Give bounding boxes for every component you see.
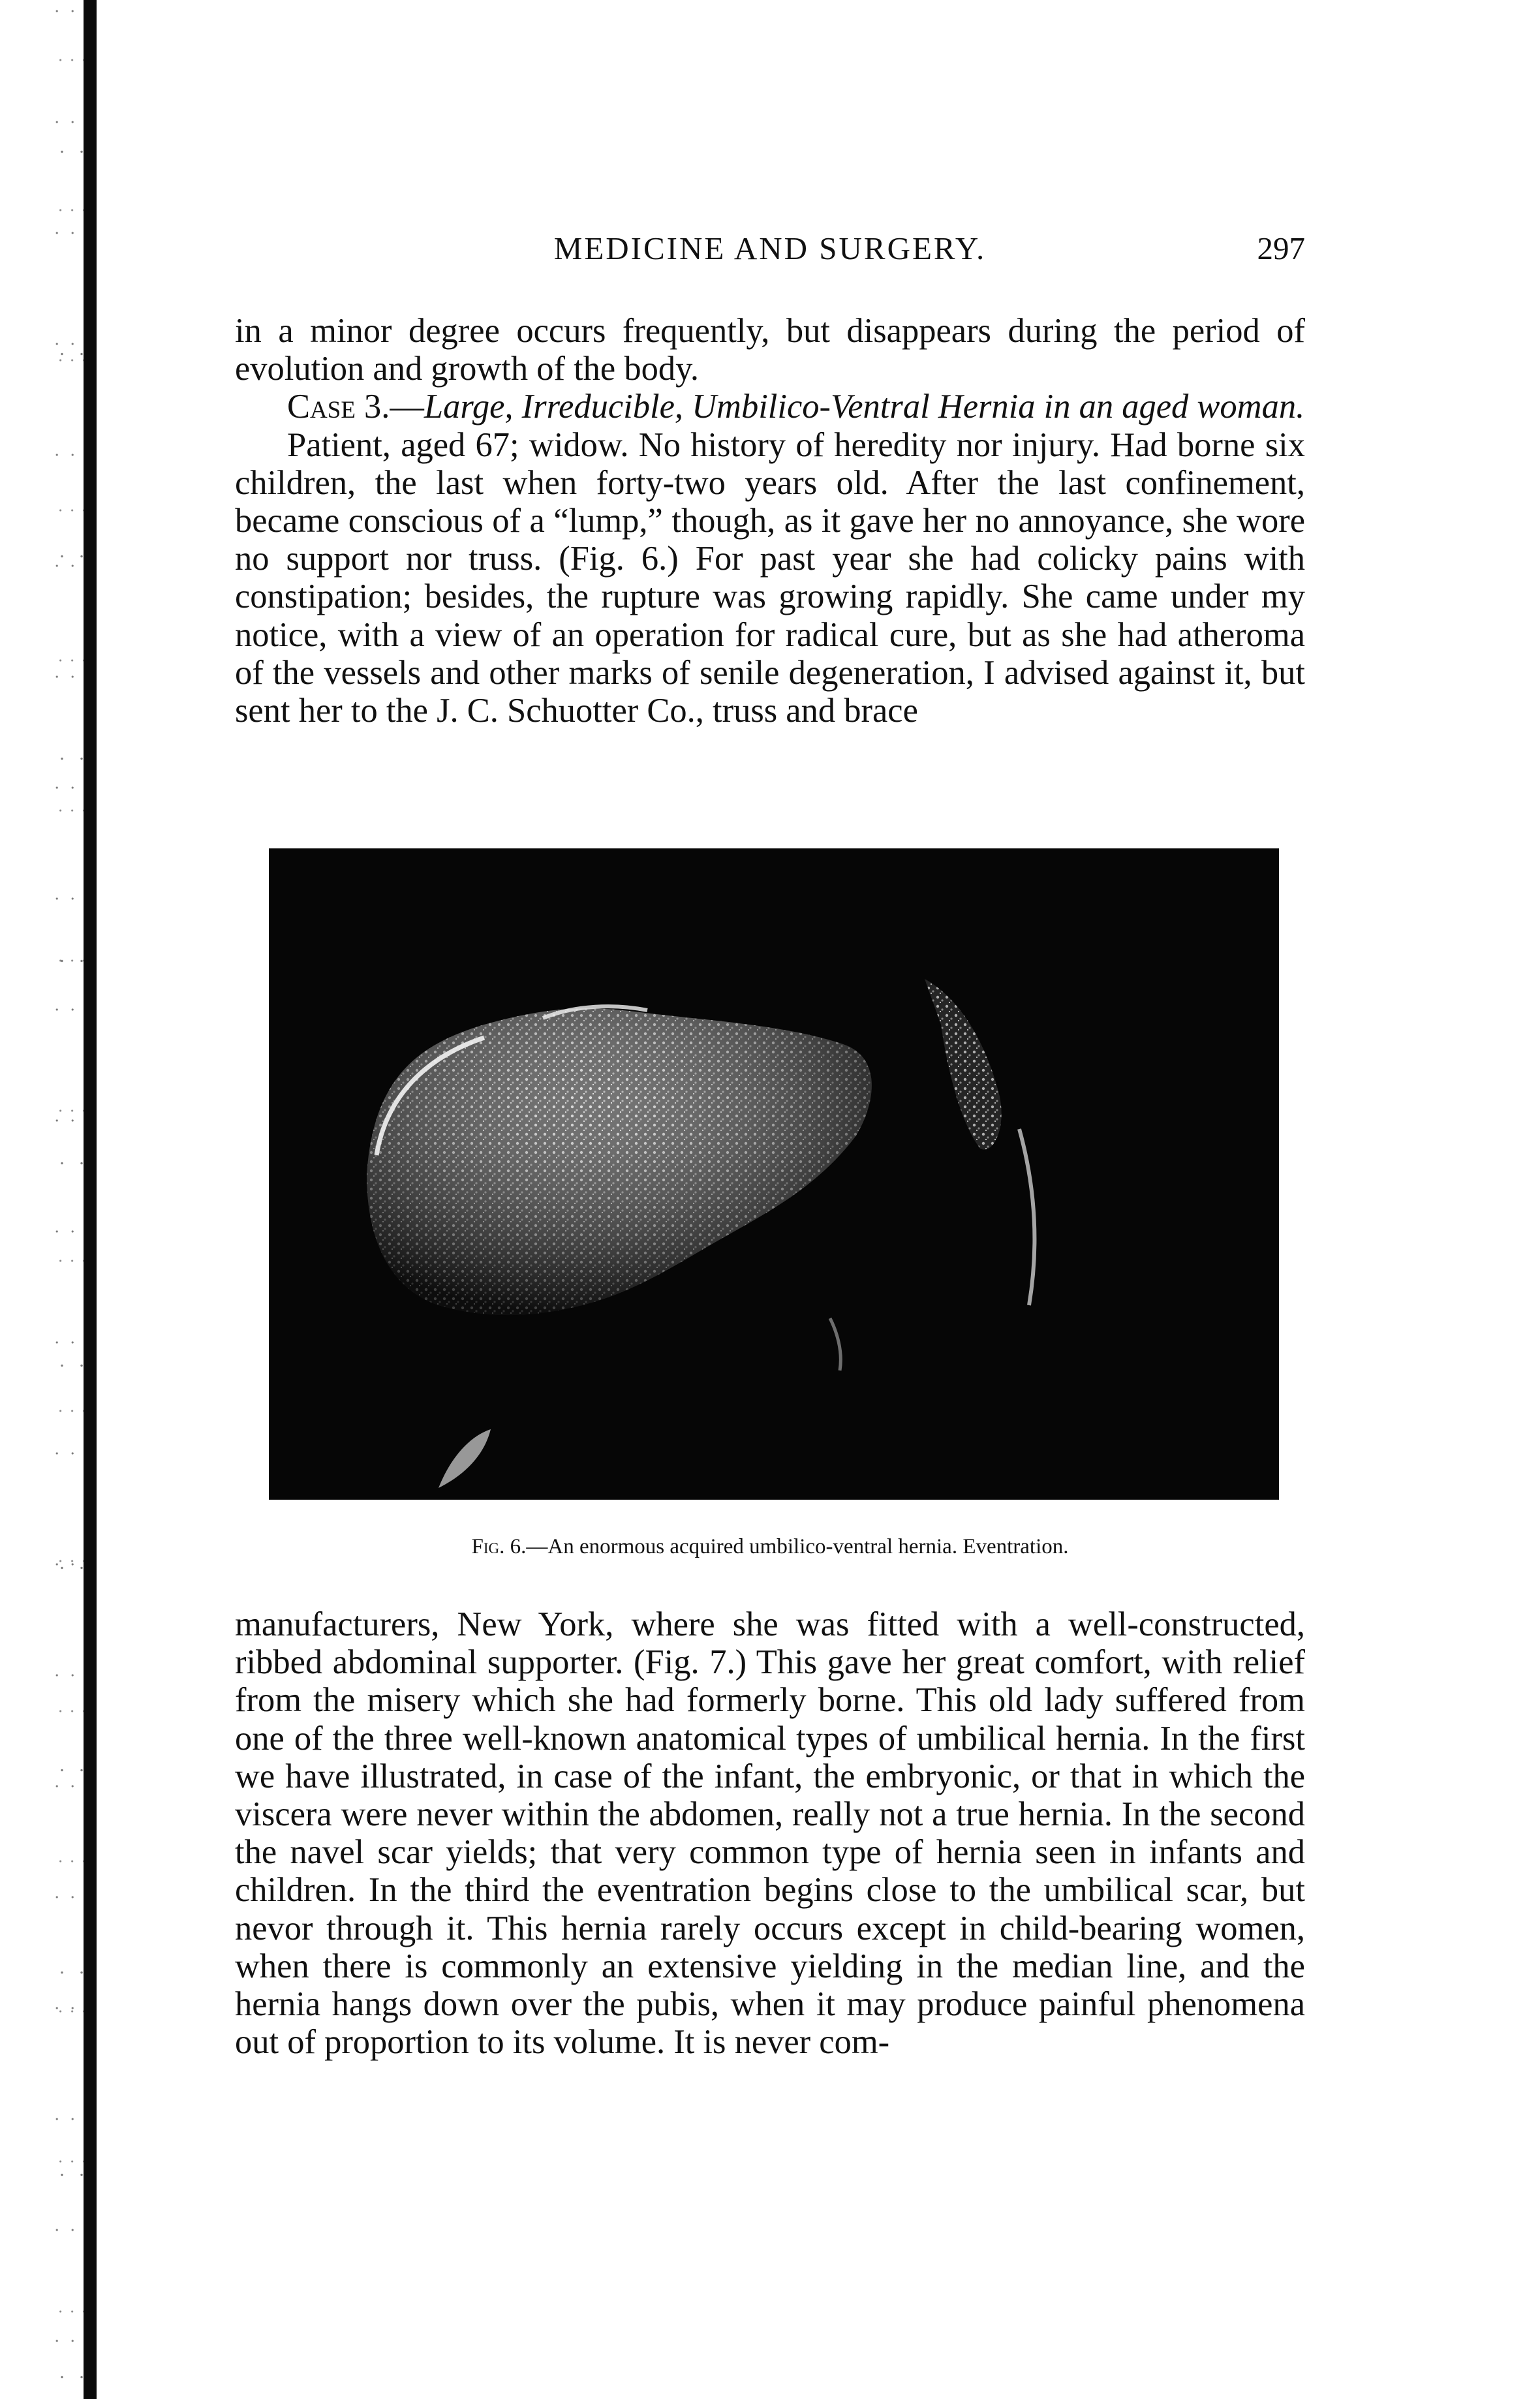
paragraph-manufacturers: manufacturers, New York, where she was fitted with a well-constructed, ribbed abdominal supporter. (Fig. 7.) This gave her great comfort, with relief from the misery which she had formerly borne. This old lady suffered from one of the three well-known anatomical types of umbilical hernia. In the first we have illustrated, in case of the infant, the embryonic, or that in which the viscera were never within the abdomen, really not a true hernia. In the second the navel scar yields; that very common type of hernia seen in infants and children. In the third the eventration begins close to the umbilical scar, but nevor through it. This hernia rarely occurs except in child-bearing women, when there is commonly an extensive yielding in the median line, and the hernia hangs down over the pubis, when it may produce painful phenomena out of proportion to its volume. It is never com- [235,1605,1305,2062]
page-number: 297 [1257,230,1305,266]
hernia-photograph-illustration [269,848,1279,1500]
case-dash: — [390,388,424,426]
paragraph-patient-history: Patient, aged 67; widow. No history of heredity nor injury. Had borne six children, the last when forty-two years old. After the last confinement, became conscious of a “lump,” though, as it gave her no annoyance, she wore no support nor truss. (Fig. 6.) For past year she had colicky pains with constipation; besides, the rupture was growing rapidly. She came under my notice, with a view of an operation for radical cure, but as she had atheroma of the vessels and other marks of senile degeneration, I advised against it, but sent her to the J. C. Schuotter Co., truss and brace [235,426,1305,730]
case-label: Case 3. [287,388,390,426]
body-text-bottom [235,1605,1305,2061]
body-text-top [235,312,1305,730]
running-title: MEDICINE AND SURGERY. [553,230,987,266]
figure-caption [235,1535,1305,1559]
figure-caption-label: Fig. 6. [471,1535,527,1558]
case-heading [235,388,1305,426]
binding-shadow [84,0,97,2399]
running-head [235,230,1305,275]
paragraph-continuation: in a minor degree occurs frequently, but disappears during the period of evolution and growth of the body. [235,312,1305,388]
figure-photograph [269,848,1279,1500]
case-title: Large, Irreducible, Umbilico-Ventral Hernia in an aged woman. [424,388,1305,426]
figure-caption-text: —An enormous acquired umbilico-ventral hernia. Eventration. [526,1535,1069,1558]
binding-speckle [52,0,84,2399]
